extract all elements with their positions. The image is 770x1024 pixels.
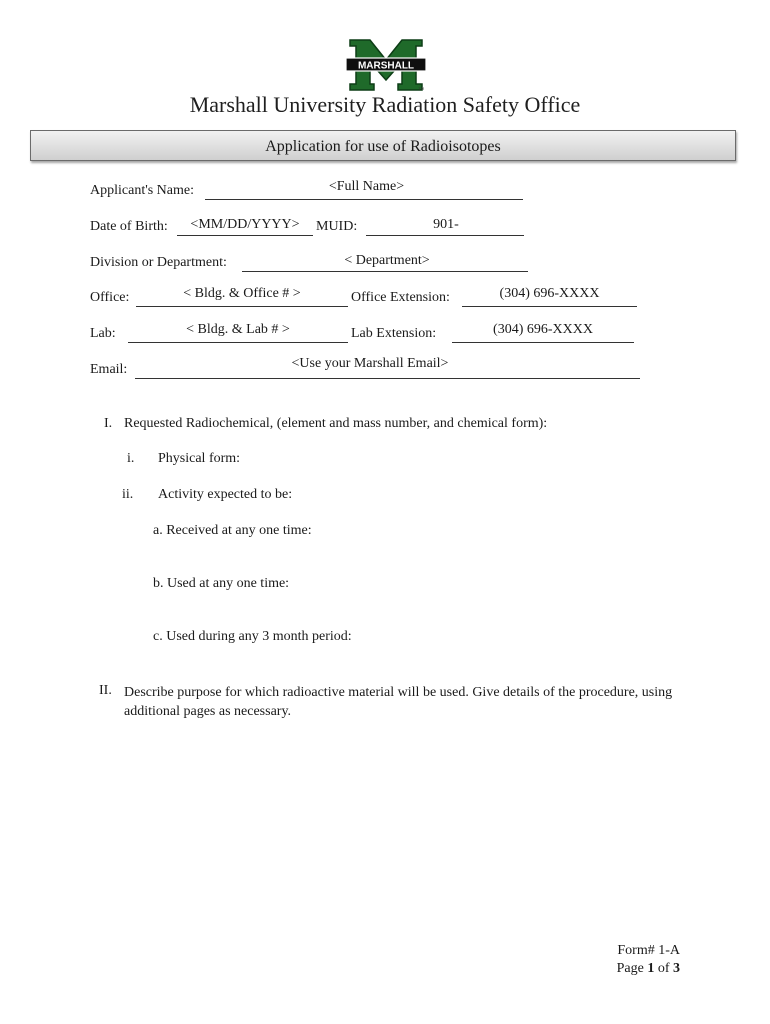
item-a-text: a. Received at any one time: <box>153 523 312 538</box>
page-total: 3 <box>673 961 680 976</box>
section-1-number: I. <box>104 416 113 431</box>
of-word: of <box>657 961 670 976</box>
office-extension-value: (304) 696-XXXX <box>499 286 600 301</box>
form-number: Form# 1-A <box>617 943 680 958</box>
item-ii-text: Activity expected to be: <box>158 487 293 502</box>
applicant-name-value: <Full Name> <box>328 179 405 194</box>
logo-wordmark: MARSHALL <box>357 60 415 72</box>
department-label: Division or Department: <box>90 255 227 270</box>
logo-trademark: TM <box>418 86 424 91</box>
muid-value: 901- <box>433 217 459 232</box>
item-i-text: Physical form: <box>158 451 241 466</box>
marshall-logo <box>344 38 428 92</box>
page-word: Page <box>616 961 644 976</box>
section-2-text: Describe purpose for which radioactive material will be used. Give details of the procedure, using additional pages as necessary. <box>124 685 673 719</box>
form-title-banner: Application for use of Radioisotopes <box>30 130 736 161</box>
item-b-text: b. Used at any one time: <box>153 576 290 591</box>
lab-extension-value: (304) 696-XXXX <box>493 322 593 337</box>
dob-value: <MM/DD/YYYY> <box>190 217 300 232</box>
section-2-number: II. <box>99 683 112 698</box>
lab-label: Lab: <box>90 326 116 341</box>
lab-extension-label: Lab Extension: <box>351 326 437 341</box>
marshall-m-logo-icon <box>344 38 428 92</box>
page-indicator <box>617 961 680 977</box>
email-value: <Use your Marshall Email> <box>291 356 449 371</box>
item-c-text: c. Used during any 3 month period: <box>153 629 352 644</box>
item-i-number: i. <box>127 451 135 466</box>
office-extension-label: Office Extension: <box>351 290 450 305</box>
office-label: Office: <box>90 290 130 305</box>
section-1-text: Requested Radiochemical, (element and mass number, and chemical form): <box>124 416 548 431</box>
office-value: < Bldg. & Office # > <box>183 286 301 301</box>
dob-label: Date of Birth: <box>90 219 168 234</box>
item-ii-number: ii. <box>122 487 134 502</box>
university-title: Marshall University Radiation Safety Office <box>189 92 581 117</box>
lab-value: < Bldg. & Lab # > <box>186 322 290 337</box>
page-number: 1 <box>647 961 655 976</box>
muid-label: MUID: <box>316 219 358 234</box>
applicant-name-label: Applicant's Name: <box>90 183 194 198</box>
email-label: Email: <box>90 362 128 377</box>
department-value: < Department> <box>344 253 430 268</box>
